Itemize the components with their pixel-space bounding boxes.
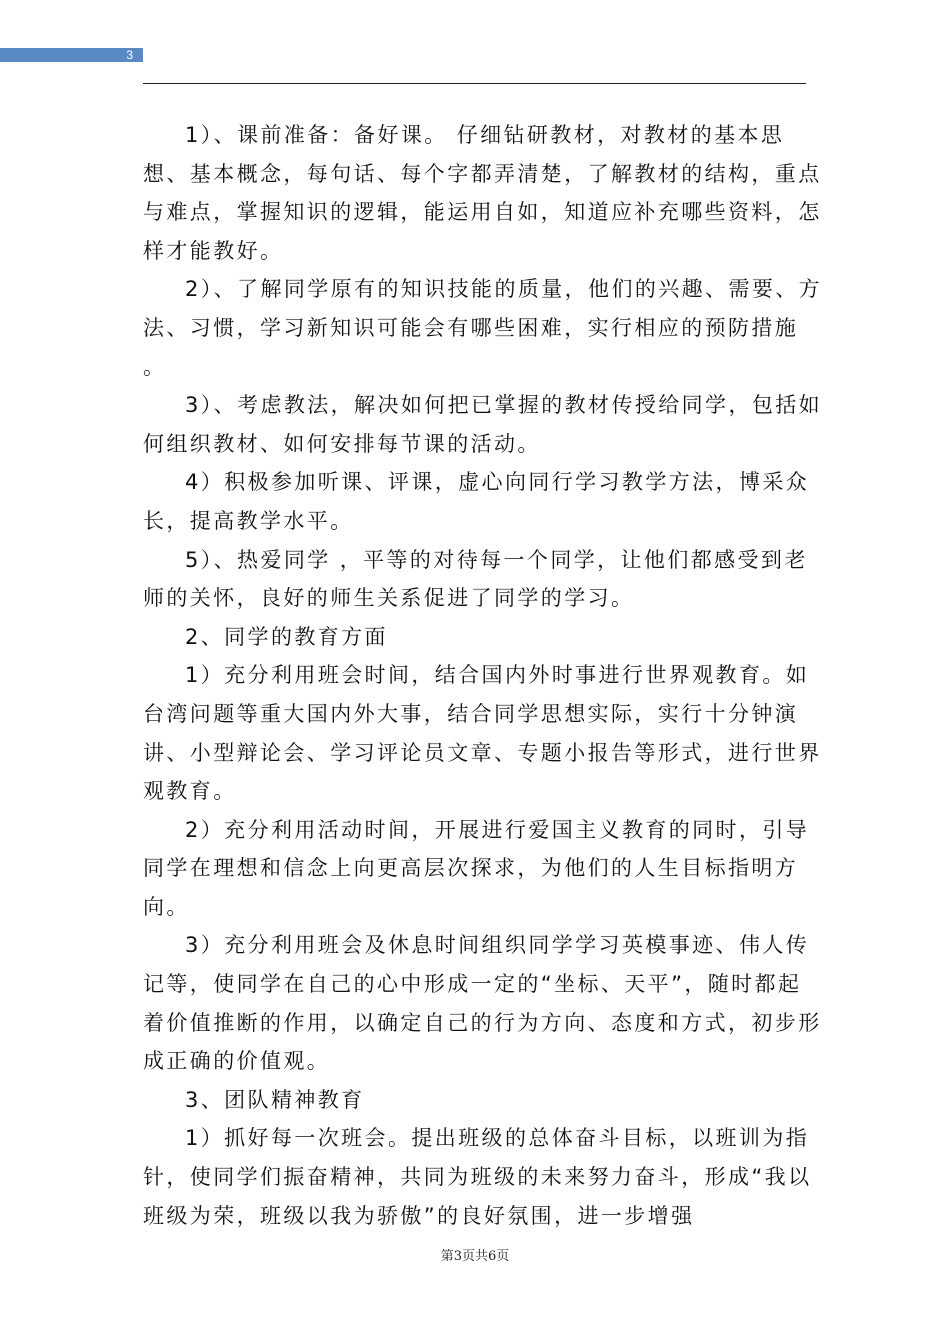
document-body <box>143 116 823 1235</box>
section-heading-team-spirit: 3、团队精神教育 <box>185 1087 365 1112</box>
page-number-tab <box>0 48 143 62</box>
section-heading-student-education: 2、同学的教育方面 <box>185 624 388 649</box>
paragraph-values-education: 3）充分利用班会及休息时间组织同学学习英模事迹、伟人传记等，使同学在自己的心中形成一定的“坐标、天平”，随时都起着价值推断的作用，以确定自己的行为方向、态度和方式，初步形成正确的价值观。 <box>143 933 822 1074</box>
paragraph-patriotic-education: 2）充分利用活动时间，开展进行爱国主义教育的同时，引导同学在理想和信念上向更高层次探求，为他们的人生目标指明方向。 <box>143 817 810 919</box>
paragraph-lesson-observation: 4）积极参加听课、评课，虚心向同行学习教学方法，博采众长，提高教学水平。 <box>143 470 810 533</box>
header-divider <box>143 83 806 84</box>
page-footer: 第3页共6页 <box>440 1249 510 1264</box>
paragraph-lesson-preparation: 1）、课前准备：备好课。 仔细钻研教材，对教材的基本思想、基本概念，每句话、每个字都弄清楚，了解教材的结构，重点与难点，掌握知识的逻辑，能运用自如，知道应补充哪些资料，怎样才能教好。 <box>143 123 822 263</box>
paragraph-care-for-students: 5）、热爱同学 ，平等的对待每一个同学，让他们都感受到老师的关怀，良好的师生关系促进了同学的学习。 <box>143 547 808 611</box>
page-number: 3 <box>126 48 133 62</box>
paragraph-worldview-education: 1）充分利用班会时间，结合国内外时事进行世界观教育。如台湾问题等重大国内外大事，结合同学思想实际，实行十分钟演讲、小型辩论会、学习评论员文章、专题小报告等形式，进行世界观教育。 <box>143 663 822 804</box>
paragraph-class-meetings: 1）抓好每一次班会。提出班级的总体奋斗目标，以班训为指针，使同学们振奋精神，共同为班级的未来努力奋斗，形成“我以班级为荣，班级以我为骄傲”的良好氛围，进一步增强 <box>143 1126 812 1228</box>
paragraph-understand-students: 2）、了解同学原有的知识技能的质量，他们的兴趣、需要、方法、习惯，学习新知识可能会有哪些困难，实行相应的预防措施 。 <box>143 277 823 379</box>
paragraph-teaching-method: 3）、考虑教法，解决如何把已掌握的教材传授给同学，包括如何组织教材、如何安排每节课的活动。 <box>143 393 823 456</box>
